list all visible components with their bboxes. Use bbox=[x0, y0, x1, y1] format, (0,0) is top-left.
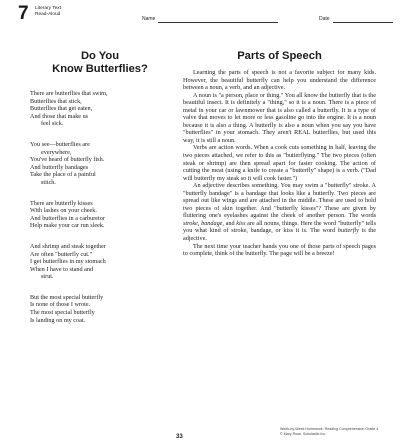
poem-line: You've heard of butterfly fish. bbox=[30, 156, 105, 164]
poem-line: The most special butterfly bbox=[30, 309, 95, 317]
poem-line: With lashes on your cheek. bbox=[30, 207, 97, 215]
poem-line: Butterflies that stick, bbox=[30, 97, 82, 105]
poem-title-line-1: Do You bbox=[80, 50, 120, 62]
italic-word: kiss bbox=[236, 219, 246, 227]
credit-line bbox=[280, 427, 378, 436]
italic-word: bandage bbox=[201, 219, 223, 227]
poem-column bbox=[30, 50, 170, 324]
article-text: is the adjective. bbox=[183, 227, 376, 243]
credit-line-2: © Mary Rose, Scholastic Inc. bbox=[280, 431, 327, 436]
poem-line: And shrimp and steak together bbox=[30, 242, 106, 250]
poem-stanza-2 bbox=[30, 141, 170, 187]
article-text: An adjective describes something. You may swim a "butterfly" stroke. A "butterfly bandage" is a bandage that looks like a butterfly. Two pieces are spread out like wings and are attached in the middle. These are used to hold two pieces of skin together. And "butterfly kisses"? These are given by fluttering one's eyelashes against the cheek of another person. The words bbox=[183, 182, 376, 220]
article-paragraph: Learning the parts of speech is not a favorite subject for many kids. However, the beautiful butterfly can help you understand the difference between a noun, a verb, and an adjective. bbox=[183, 69, 376, 92]
article-paragraph: A noun is "a person, place or thing." You all know the butterfly that is the beautiful insect. It is definitely a "thing," so it is a noun. There is a piece of metal in your car or lawnmower that is also called a butterfly. It is a type of valve that moves to let more or less gasoline go into the engine. It is a noun because it is also a thing. A butterfly is also a noun when you say you have "butterflies" in your stomach. They aren't REAL butterflies, but used this way, it is still a noun. bbox=[183, 91, 376, 144]
date-label: Date bbox=[319, 16, 330, 22]
unit-label bbox=[35, 6, 61, 18]
poem-line: Help make your car run sleek. bbox=[30, 222, 105, 230]
page-header bbox=[18, 4, 390, 24]
poem-line: And butterflies in a carburetor bbox=[30, 214, 105, 222]
unit-label-line-2: Read-Aloud bbox=[35, 12, 61, 17]
poem-line: There are butterflies that swim, bbox=[30, 90, 108, 97]
poem-line: Are often "butterfly cut." bbox=[30, 250, 93, 258]
credit-line-1: Week-by-Week Homework: Reading Comprehension Grade 4 bbox=[280, 427, 379, 431]
article-text: , and bbox=[222, 219, 237, 227]
poem-line: You see—butterflies are bbox=[30, 140, 90, 148]
poem-line: Butterflies that get eaten, bbox=[30, 105, 93, 113]
poem-title-line-2: Know Butterflies? bbox=[52, 63, 148, 75]
name-field-line[interactable] bbox=[158, 22, 278, 23]
date-field-line[interactable] bbox=[333, 22, 393, 23]
name-label: Name bbox=[142, 16, 156, 22]
article-text: , bbox=[197, 219, 202, 227]
unit-number: 7 bbox=[18, 3, 29, 24]
poem-line: strut. bbox=[41, 273, 54, 281]
poem-line: Take the place of a painful bbox=[30, 171, 96, 179]
poem-line: Is none of those I wrote. bbox=[30, 301, 91, 309]
poem-line: And those that make us bbox=[30, 112, 89, 120]
poem-line: But the most special butterfly bbox=[30, 293, 104, 301]
poem-line: When I have to stand and bbox=[30, 265, 94, 273]
article-title: Parts of Speech bbox=[237, 50, 322, 62]
poem-line: feel sick. bbox=[41, 120, 64, 128]
poem-title bbox=[30, 50, 170, 76]
poem-line: stitch. bbox=[41, 178, 56, 186]
italic-word: butterfly bbox=[337, 227, 359, 235]
article-text: are all nouns, things. Here the word "butterfly" tells you what kind of stroke, bandage, or kiss it is. The word bbox=[183, 219, 377, 235]
poem-stanza-5 bbox=[30, 294, 170, 324]
unit-label-line-1: Literary Text bbox=[35, 6, 62, 11]
article-body bbox=[183, 69, 376, 258]
article-column bbox=[183, 50, 376, 258]
poem-line: And butterfly bandages bbox=[30, 163, 89, 171]
article-paragraph bbox=[183, 182, 376, 242]
poem-line: everywhere, bbox=[41, 148, 72, 156]
poem-stanza-1 bbox=[30, 90, 170, 128]
poem-stanza-4 bbox=[30, 243, 170, 281]
poem-line: There are butterfly kisses bbox=[30, 199, 93, 207]
article-paragraph: Verbs are action words. When a cook cuts something in half, leaving the two pieces attached, we refer to this as "butterflying." The two pieces (often steak or shrimp) are then spread apart for faster cooking. The action of cutting the meat (using a knife to create a "butterfly" shape) is a verb. ("Dad will butterfly my steak so it will cook faster.") bbox=[183, 144, 376, 182]
italic-word: stroke bbox=[183, 219, 198, 227]
page-number: 33 bbox=[176, 434, 183, 440]
poem-line: I get butterflies in my stomach bbox=[30, 258, 106, 266]
article-paragraph: The next time your teacher hands you one of those parts of speech pages to complete, think of the butterfly. The page will be a breeze! bbox=[183, 242, 376, 258]
poem-stanza-3 bbox=[30, 200, 170, 230]
poem-line: Is landing on my coat. bbox=[30, 316, 86, 324]
